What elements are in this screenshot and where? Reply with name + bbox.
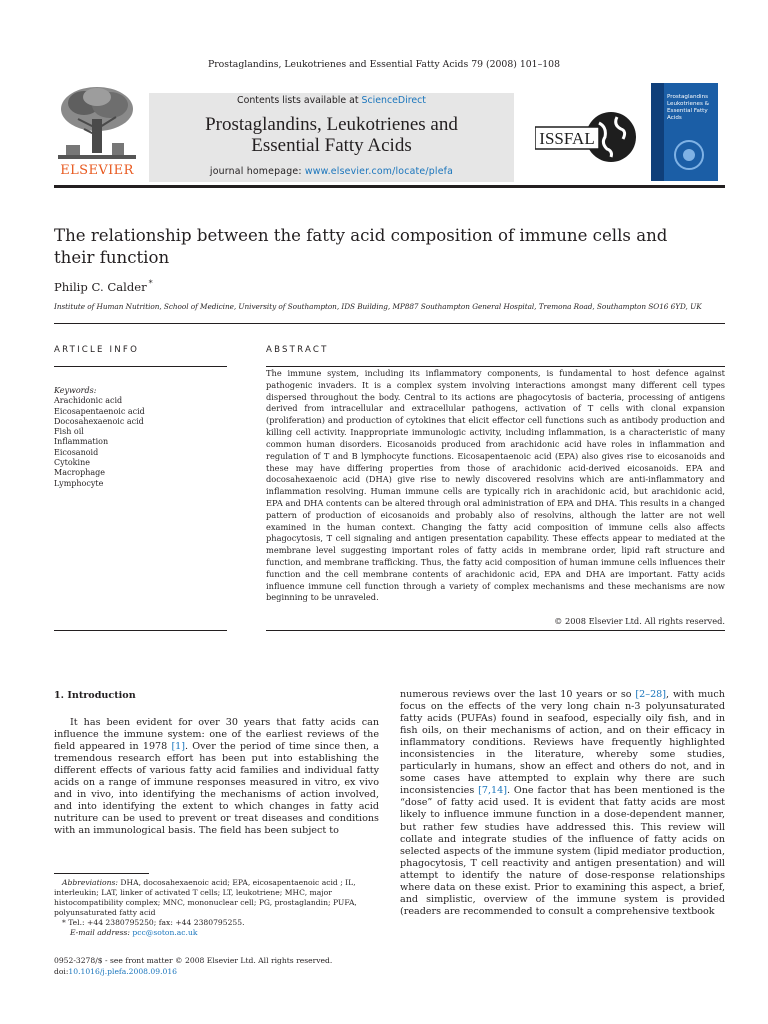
journal-title[interactable] (149, 114, 514, 156)
sciencedirect-link[interactable]: ScienceDirect (361, 95, 426, 106)
keywords-list (54, 386, 145, 489)
masthead-rule (54, 185, 725, 188)
publisher-name: ELSEVIER (60, 163, 134, 178)
contact-footnote: * Tel.: +44 2380795250; fax: +44 2380795255. (62, 917, 245, 927)
elsevier-tree-icon (54, 83, 140, 163)
article-info-heading: ARTICLE INFO (54, 345, 140, 355)
doi-link[interactable]: 10.1016/j.plefa.2008.09.016 (68, 967, 177, 976)
journal-banner (149, 93, 514, 182)
paragraph-text: . One factor that has been mentioned is the “dose” of fatty acid used. It is evident that fatty acids are most likely to influence immune function in a dose-dependent manner, but rather few studies have addressed this. This review will collate and integrate studies of the influence of fatty acids on selected aspects of the immune system (lipid mediator production, phagocytosis, T cell reactivity and antigen presentation) and will attempt to identify the nature of dose-response relationships where data on these exist. Prior to examining this aspect, a brief, and simplistic, overview of the immune system is provided (readers are recommended to consult a comprehensive textbook (400, 785, 725, 917)
section-heading-introduction: 1. Introduction (54, 690, 136, 701)
cover-title-line: Prostaglandins (667, 94, 709, 100)
doi-line (54, 966, 454, 977)
abbreviations-footnote (54, 878, 379, 918)
corresponding-author-link[interactable]: * (148, 279, 153, 288)
article-info-bottom-rule (54, 630, 227, 631)
paragraph-text: . Over the period of time since then, a tremendous research effort has been put into establishing the different effects of various fatty acid families and individual fatty acids on a range of immune responses measured in vitro, ex vivo and in vivo, into identifying the mechanisms of action involved, and into identifying the extent to which changes in fatty acid nutriture can be used to prevent or treat diseases and conditions with an immunological basis. The field has been subject to (54, 741, 379, 837)
keyword-item: Docosahexaenoic acid (54, 416, 144, 426)
journal-title-line: Essential Fatty Acids (251, 135, 412, 156)
doi-prefix: doi: (54, 967, 69, 976)
contents-prefix: Contents lists available at (237, 95, 362, 106)
cover-stripe (651, 83, 664, 181)
article-title-line: The relationship between the fatty acid composition of immune cells and (54, 226, 668, 245)
cover-art-icon (669, 135, 709, 175)
homepage-link[interactable]: www.elsevier.com/locate/plefa (304, 166, 454, 177)
homepage-prefix: journal homepage: (209, 166, 305, 177)
journal-title-line: Prostaglandins, Leukotrienes and (205, 114, 458, 135)
paragraph-text: numerous reviews over the last 10 years or so (400, 689, 636, 700)
article-title (54, 225, 724, 269)
reference-link[interactable]: [2–28] (635, 689, 667, 700)
abbreviations-label: Abbreviations: (62, 878, 118, 887)
email-label: E-mail address: (70, 927, 130, 937)
contents-line (149, 95, 514, 106)
reference-link[interactable]: [7,14] (478, 785, 507, 797)
email-footnote (54, 928, 379, 938)
body-column-right (400, 689, 725, 918)
keyword-item: Eicosapentaenoic acid (54, 406, 145, 416)
cover-title (667, 94, 715, 122)
keyword-item: Eicosanoid (54, 447, 99, 457)
issfal-logo[interactable] (535, 93, 637, 181)
abbreviations-text: DHA, docosahexaenoic acid; EPA, eicosapentaenoic acid ; IL, interleukin; LAT, linker of activated T cells; LT, leukotriene; MHC, major histocompatibility complex; MNC, mononuclear cell; PG, prostaglandin; PUFA, polyunsaturated fatty acid (54, 878, 357, 917)
abstract-heading: ABSTRACT (266, 345, 329, 355)
body-column-left (54, 717, 379, 837)
footnote-rule (54, 873, 149, 874)
publisher-logo[interactable] (54, 83, 140, 181)
keyword-item: Lymphocyte (54, 478, 104, 488)
abstract-copyright: © 2008 Elsevier Ltd. All rights reserved. (554, 616, 725, 626)
keyword-item: Fish oil (54, 427, 84, 437)
abstract-bottom-rule (266, 630, 725, 631)
issn-line: 0952-3278/$ - see front matter © 2008 Elsevier Ltd. All rights reserved. (54, 956, 333, 965)
cover-title-line: Essential Fatty Acids (667, 108, 708, 121)
title-block-rule (54, 323, 725, 324)
journal-citation: Prostaglandins, Leukotrienes and Essential Fatty Acids 79 (2008) 101–108 (207, 59, 560, 70)
reference-link[interactable]: [1] (171, 741, 186, 753)
journal-cover-thumbnail[interactable] (651, 83, 718, 181)
cover-title-line: Leukotrienes & (667, 101, 709, 107)
front-matter (54, 955, 454, 977)
abstract-text: The immune system, including its inflammatory components, is fundamental to host defence against pathogenic invaders. It is a complex system involving interactions amongst many different cell types dispersed throughout the body. Central to its actions are phagocytosis of bacteria, processing of antigens derived from intracellular and extracellular pathogens, activation of T cells with clonal expansion (proliferation) and production of cytokines that elicit effector cell functions such as antibody production and killing cell activity. Inappropriate immunologic activity, including inflammation, is a characteristic of many common human disorders. Eicosanoids produced from arachidonic acid have roles in inflammation and regulation of T and B lymphocyte functions. Eicosapentaenoic acid (EPA) also gives rise to eicosanoids and these may have differing properties from those of arachidonic acid-derived eicosanoids. EPA and docosahexaenoic acid (DHA) give rise to newly discovered resolvins which are anti-inflammatory and inflammation resolving. Human immune cells are typically rich in arachidonic acid, but arachidonic acid, EPA and DHA contents can be altered through oral administration of EPA and DHA. This results in a changed pattern of production of eicosanoids and probably also of resolvins, although the latter are not well examined in the human context. Changing the fatty acid composition of immune cells also affects phagocytosis, T cell signaling and antigen presentation capability. These effects appear to mediated at the membrane level suggesting important roles of fatty acids in membrane order, lipid raft structure and function, and membrane trafficking. Thus, the fatty acid composition of human immune cells influences their function and the cell membrane contents of arachidonic acid, EPA and DHA are important. Fatty acids influence immune cell function through a variety of complex mechanisms and these mechanisms are now beginning to be unraveled. (266, 368, 725, 603)
keyword-item: Inflammation (54, 437, 109, 447)
author-name (54, 279, 153, 294)
article-info-rule (54, 366, 227, 367)
abstract-rule (266, 366, 725, 367)
article-title-line: their function (54, 248, 170, 267)
journal-homepage (149, 166, 514, 177)
journal-masthead (54, 83, 718, 187)
keywords-label: Keywords: (54, 386, 97, 395)
footnotes (54, 878, 379, 937)
society-name: ISSFAL (539, 129, 595, 148)
author-text: Philip C. Calder (54, 279, 147, 294)
keyword-item: Cytokine (54, 458, 90, 468)
keyword-item: Arachidonic acid (54, 396, 123, 406)
author-affiliation: Institute of Human Nutrition, School of Medicine, University of Southampton, IDS Building, MP887 Southampton General Hospital, Tremona Road, Southampton SO16 6YD, UK (54, 302, 702, 311)
keyword-item: Macrophage (54, 468, 105, 478)
paragraph-text: , with much focus on the effects of the very long chain n-3 polyunsaturated fatty acids (PUFAs) found in seafood, especially oily fish, and in fish oils, on their mechanisms of action, and on their efficacy in inflammatory conditions. Reviews have frequently highlighted inconsistencies in the literature, whereby some studies, particularly in humans, show an effect and others do not, and in some cases have attempted to explain why there are such inconsistencies (400, 689, 725, 797)
paragraph-text: It has been evident for over 30 years that fatty acids can influence the immune system: one of the earliest reviews of the field appeared in 1978 (54, 717, 379, 753)
email-link[interactable]: pcc@soton.ac.uk (132, 927, 198, 937)
